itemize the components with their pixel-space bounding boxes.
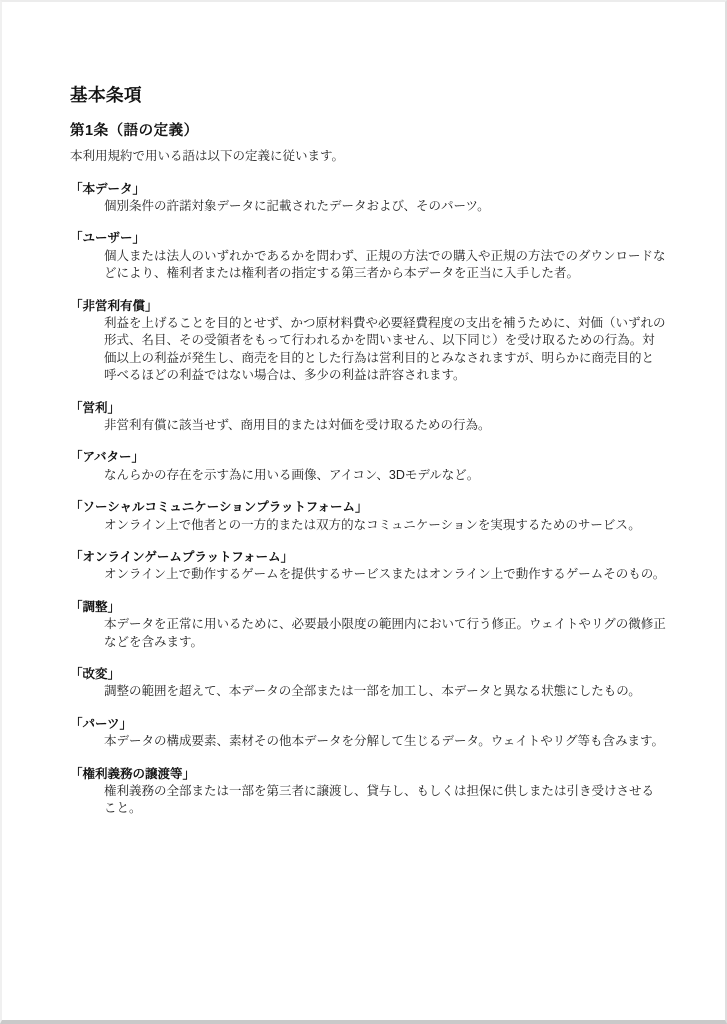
term-block bbox=[70, 298, 666, 385]
definitions-list bbox=[70, 181, 666, 818]
article-heading: 第1条（語の定義） bbox=[70, 123, 199, 139]
term-definition: 非営利有償に該当せず、商用目的または対価を受け取るための行為。 bbox=[104, 417, 491, 432]
term-label: 「ソーシャルコミュニケーションプラットフォーム」 bbox=[70, 500, 368, 515]
page-title: 基本条項 bbox=[70, 85, 142, 105]
term-definition: 本データを正常に用いるために、必要最小限度の範囲内において行う修正。ウェイトやリグの微修正などを含みます。 bbox=[104, 617, 666, 649]
term-definition: 権利義務の全部または一部を第三者に譲渡し、貸与し、もしくは担保に供しまたは引き受けさせること。 bbox=[104, 784, 655, 816]
term-label: 「ユーザー」 bbox=[70, 231, 146, 246]
term-label: 「パーツ」 bbox=[70, 716, 133, 731]
term-block bbox=[70, 766, 666, 818]
term-label: 「営利」 bbox=[70, 400, 121, 415]
term-definition: オンライン上で動作するゲームを提供するサービスまたはオンライン上で動作するゲームそのもの。 bbox=[104, 567, 666, 582]
term-block bbox=[70, 599, 666, 651]
term-label: 「権利義務の譲渡等」 bbox=[70, 766, 196, 781]
term-label: 「アバター」 bbox=[70, 450, 145, 465]
document-content bbox=[70, 84, 666, 818]
term-definition: 個人または法人のいずれかであるかを問わず、正規の方法での購入や正規の方法でのダウンロードなどにより、権利者または権利者の指定する第三者から本データを正当に入手した者。 bbox=[104, 248, 666, 281]
term-definition: 調整の範囲を超えて、本データの全部または一部を加工し、本データと異なる状態にしたもの。 bbox=[104, 684, 641, 699]
term-block bbox=[70, 181, 666, 216]
term-label: 「調整」 bbox=[70, 599, 121, 614]
term-definition: オンライン上で他者との一方的または双方的なコミュニケーションを実現するためのサービス。 bbox=[104, 517, 641, 532]
term-label: 「非営利有償」 bbox=[70, 298, 158, 313]
term-definition: 本データの構成要素、素材その他本データを分解して生じるデータ。ウェイトやリグ等も含みます。 bbox=[104, 734, 665, 749]
term-block bbox=[70, 400, 666, 435]
term-block bbox=[70, 716, 666, 751]
term-block bbox=[70, 449, 666, 484]
term-block bbox=[70, 549, 666, 584]
article-intro: 本利用規約で用いる語は以下の定義に従います。 bbox=[70, 149, 345, 163]
term-block bbox=[70, 666, 666, 701]
term-label: 「オンラインゲームプラットフォーム」 bbox=[70, 550, 294, 564]
term-definition: 利益を上げることを目的とせず、かつ原材料費や必要経費程度の支出を補うために、対価（いずれの形式、名目、その受領者をもって行われるかを問いません、以下同じ）を受け取るための行為。対価以上の利益が発生し、商売を目的とした行為は営利目的とみなされますが、明らかに商売目的と呼べるほどの利益ではない場合は、多少の利益は許容されます。 bbox=[104, 315, 666, 383]
term-label: 「改変」 bbox=[70, 667, 121, 682]
term-label: 「本データ」 bbox=[70, 181, 146, 196]
term-block bbox=[70, 230, 666, 282]
term-definition: なんらかの存在を示す為に用いる画像、アイコン、3Dモデルなど。 bbox=[104, 467, 480, 482]
term-block bbox=[70, 499, 666, 534]
term-definition: 個別条件の許諾対象データに記載されたデータおよび、そのパーツ。 bbox=[104, 198, 490, 213]
